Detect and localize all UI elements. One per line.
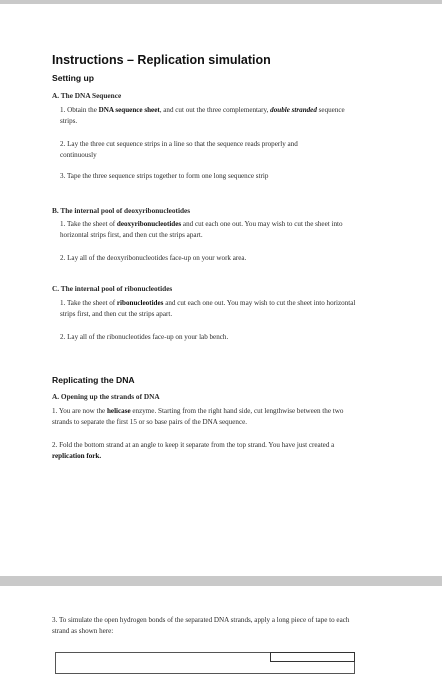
section-a-item-3: 3. Tape the three sequence strips together to form one long sequence strip bbox=[60, 172, 269, 180]
setting-up-heading: Setting up bbox=[52, 73, 95, 83]
dna-sequence-sheet-bold: DNA sequence sheet bbox=[98, 106, 160, 114]
section-b-item-1 bbox=[60, 219, 360, 240]
replication-fork-bold: replication fork. bbox=[52, 451, 102, 460]
section-a-item-2: 2. Lay the three cut sequence strips in a line so that the sequence reads properly and continuously bbox=[60, 140, 298, 159]
item-text: 1. Take the sheet of bbox=[60, 220, 117, 228]
item-text: and cut each one out. You may wish to cut the sheet into horizontal strips first, and then cut the strips apart. bbox=[60, 220, 343, 239]
helicase-bold: helicase bbox=[106, 407, 131, 415]
replicating-heading: Replicating the DNA bbox=[52, 375, 135, 385]
page-2-item-3: 3. To simulate the open hydrogen bonds of the separated DNA strands, apply a long piece of tape to each strand as shown here: bbox=[52, 616, 350, 635]
section-a-item-1 bbox=[60, 105, 360, 126]
item-text: and cut each one out. You may wish to cut the sheet into horizontal strips first, and then cut the strips apart. bbox=[60, 299, 356, 318]
item-text: 1. Take the sheet of bbox=[60, 299, 117, 307]
item-text: enzyme. Starting from the right hand side, cut lengthwise between the two strands to separate the first 15 or so base pairs of the DNA sequence. bbox=[52, 407, 344, 426]
section-ra-item-2 bbox=[52, 440, 362, 461]
item-text: 1. You are now the bbox=[52, 407, 107, 415]
section-b-item-2: 2. Lay all of the deoxyribonucleotides face-up on your work area. bbox=[60, 254, 247, 262]
section-a-heading: A. The DNA Sequence bbox=[52, 91, 122, 100]
deoxyribonucleotides-bold: deoxyribonucleotides bbox=[116, 220, 182, 228]
page-title: Instructions – Replication simulation bbox=[52, 53, 271, 67]
tape-strip-graphic bbox=[270, 652, 355, 662]
item-text: 2. Fold the bottom strand at an angle to keep it separate from the top strand. You have just created a bbox=[52, 441, 335, 449]
double-stranded-emphasis: double stranded bbox=[270, 106, 317, 114]
ribonucleotides-bold: ribonucleotides bbox=[116, 299, 164, 307]
section-ra-heading: A. Opening up the strands of DNA bbox=[52, 392, 160, 401]
section-c-heading: C. The internal pool of ribonucleotides bbox=[52, 284, 173, 293]
section-b-heading: B. The internal pool of deoxyribonucleotides bbox=[52, 206, 191, 215]
item-text: , and cut out the three complementary, bbox=[159, 106, 271, 114]
item-text: sequence strips. bbox=[60, 106, 345, 125]
document-page-2 bbox=[0, 586, 442, 700]
section-ra-item-1 bbox=[52, 406, 362, 427]
item-text: 1. Obtain the bbox=[60, 106, 99, 114]
section-c-item-2: 2. Lay all of the ribonucleotides face-up on your lab bench. bbox=[60, 333, 229, 341]
page-separator bbox=[0, 576, 442, 586]
section-c-item-1 bbox=[60, 298, 360, 319]
